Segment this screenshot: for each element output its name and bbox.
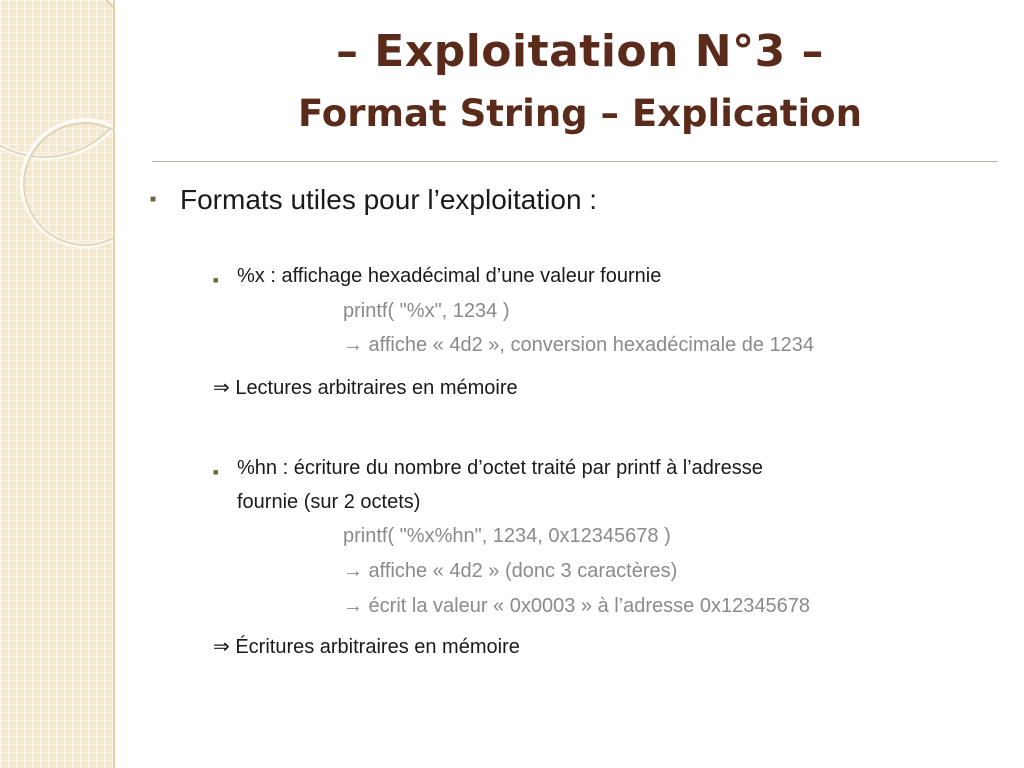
item-hn-description-line1: %hn : écriture du nombre d’octet traité par printf à l’adresse <box>237 457 763 479</box>
intro-text: Formats utiles pour l’exploitation : <box>180 184 598 215</box>
implication-read: ⇒ Lectures arbitraires en mémoire <box>213 377 518 399</box>
item-hn-result1: → affiche « 4d2 » (donc 3 caractères) <box>343 560 678 582</box>
decorative-sidebar <box>0 0 113 768</box>
bullet-square-icon: ■ <box>213 275 219 285</box>
bullet-square-icon: ■ <box>213 467 219 477</box>
sidebar-border <box>113 0 115 768</box>
slide-title: – Exploitation N°3 – <box>335 26 825 77</box>
bullet-square-icon: ■ <box>150 194 157 205</box>
item-x-result: → affiche « 4d2 », conversion hexadécimale de 1234 <box>343 334 815 356</box>
item-x-code: printf( "%x", 1234 ) <box>343 300 510 322</box>
item-hn-result2: → écrit la valeur « 0x0003 » à l’adresse 0x12345678 <box>343 595 810 617</box>
implication-write: ⇒ Écritures arbitraires en mémoire <box>213 636 520 658</box>
item-x-description: %x : affichage hexadécimal d’une valeur fournie <box>237 265 662 287</box>
item-hn-description-line2: fournie (sur 2 octets) <box>237 491 421 513</box>
item-hn-code: printf( "%x%hn", 1234, 0x12345678 ) <box>343 525 671 547</box>
title-divider <box>152 161 998 162</box>
slide-subtitle: Format String – Explication <box>298 92 862 135</box>
